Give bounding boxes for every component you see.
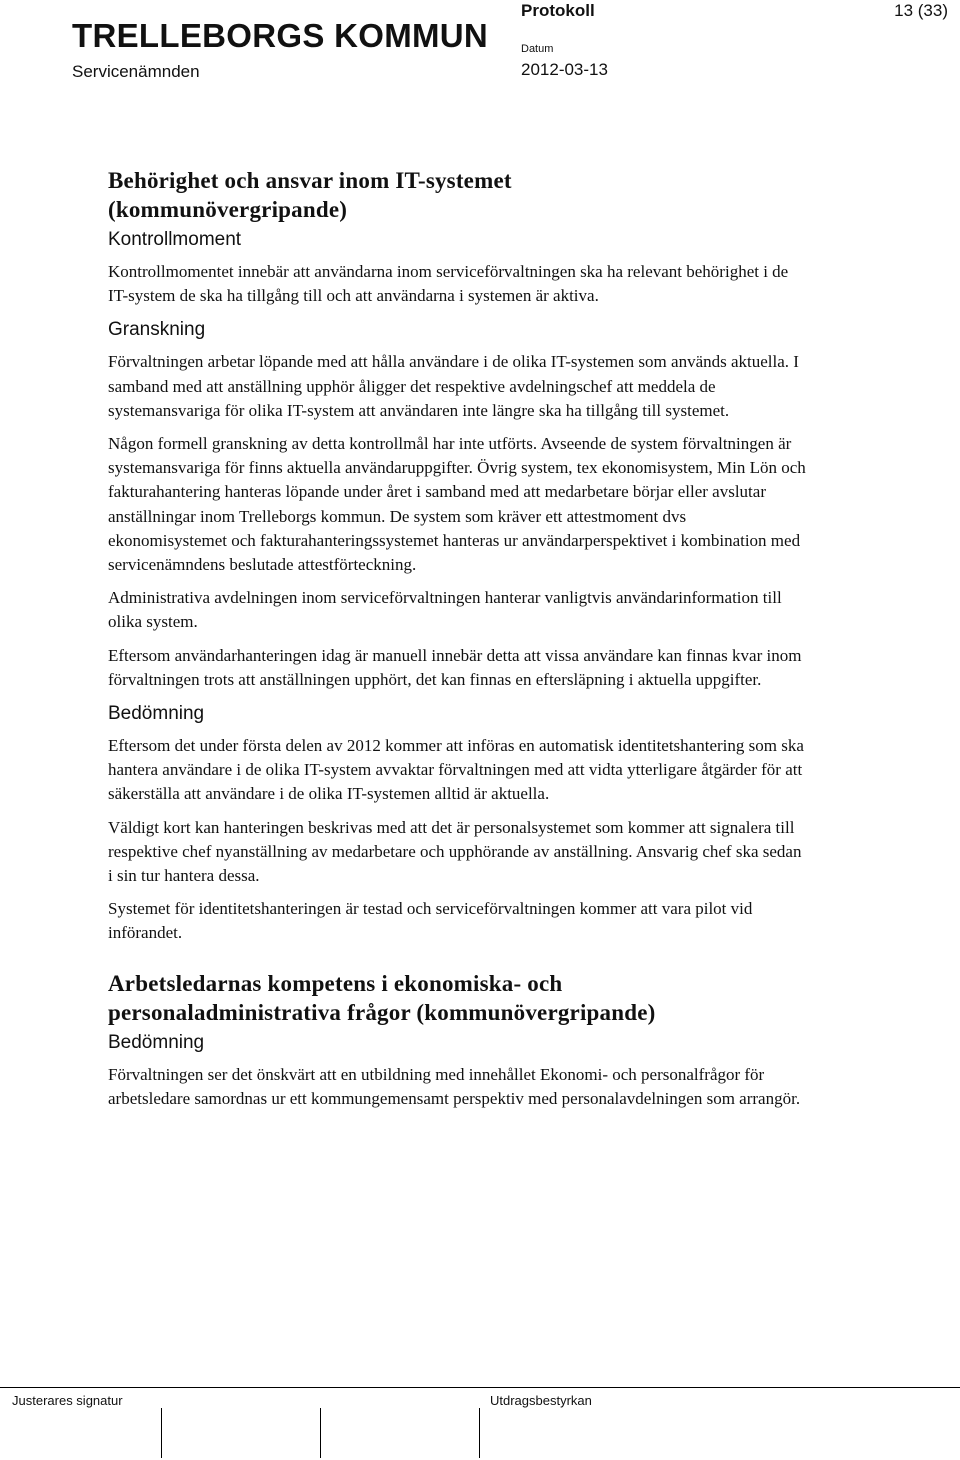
subheading-granskning: Granskning — [108, 319, 206, 341]
paragraph: Förvaltningen arbetar löpande med att hålla användare i de olika IT-systemen som används aktuella. I samband med att anställning upphör åligger det respektive avdelningschef att meddela de systemansvariga för olika IT-system att användaren inte längre ska ha tillgång till systemet. — [108, 352, 799, 420]
paragraph: Systemet för identitetshanteringen är testad och serviceförvaltningen kommer att vara pilot vid införandet. — [108, 899, 753, 943]
paragraph: Någon formell granskning av detta kontrollmål har inte utförts. Avseende de system förvaltningen är systemansvariga för finns aktuella användaruppgifter. Övrig system, tex ekonomisystem, Min Lön och fakturahantering hanteras löpande under året i samband med att medarbetare börjar eller avslutar anställningar inom Trelleborgs kommun. De system som kräver ett attestmoment dvs ekonomisystemet och fakturahanteringssystemet hanteras ur användarperspektivet i kombination med servicenämndens beslutade attestförteckning. — [108, 434, 806, 575]
page-number: 13 (33) — [894, 1, 948, 20]
document-date: 2012-03-13 — [521, 60, 608, 79]
paragraph: Administrativa avdelningen inom serviceförvaltningen hanterar vanligtvis användarinformation till olika system. — [108, 588, 782, 632]
section-heading-line1: Behörighet och ansvar inom IT-systemet — [108, 168, 512, 193]
paragraph: Eftersom det under första delen av 2012 kommer att införas en automatisk identitetshantering som ska hantera användare i de olika IT-system avvaktar förvaltningen med att vidta ytterligare åtgärder för att säkerställa att användare i de olika IT-systemen alltid är aktuella. — [108, 736, 804, 804]
paragraph: Eftersom användarhanteringen idag är manuell innebär detta att vissa användare kan finnas kvar inom förvaltningen trots att anställningen upphört, det kan finnas en eftersläpning i aktuella uppgifter. — [108, 645, 802, 689]
date-label: Datum — [521, 43, 554, 55]
organization-name: TRELLEBORGS KOMMUN — [72, 17, 489, 54]
subheading-kontrollmoment: Kontrollmoment — [108, 229, 242, 250]
extract-label: Utdragsbestyrkan — [490, 1393, 592, 1408]
signature-box-divider — [161, 1408, 162, 1458]
section-heading-line1: Arbetsledarnas kompetens i ekonomiska- och — [108, 970, 563, 996]
section-heading — [108, 166, 808, 224]
department-name: Servicenämnden — [72, 62, 200, 81]
section-heading-line2: personaladministrativa frågor (kommunövergripande) — [108, 999, 656, 1025]
paragraph: Kontrollmomentet innebär att användarna inom serviceförvaltningen ska ha relevant behörighet i de IT-system de ska ha tillgång till och att användarna i systemen är aktiva. — [108, 262, 789, 306]
paragraph: Förvaltningen ser det önskvärt att en utbildning med innehållet Ekonomi- och personalfrågor för arbetsledare samordnas ur ett kommungemensamt perspektiv med personalavdelningen som arrangör. — [108, 1064, 801, 1108]
signature-box-divider — [479, 1408, 480, 1458]
subheading-bedomning: Bedömning — [108, 703, 205, 725]
section-heading — [108, 969, 808, 1027]
document-type: Protokoll — [521, 1, 595, 20]
signature-label: Justerares signatur — [12, 1393, 123, 1408]
footer-divider — [0, 1387, 960, 1388]
subheading-bedomning: Bedömning — [108, 1031, 205, 1053]
document-body — [108, 166, 808, 1120]
paragraph: Väldigt kort kan hanteringen beskrivas med att det är personalsystemet som kommer att signalera till respektive chef nyanställning av medarbetare och upphörande av anställning. Ansvarig chef ska sedan i sin tur hantera dessa. — [108, 817, 802, 886]
signature-box-divider — [320, 1408, 321, 1458]
section-heading-line2: (kommunövergripande) — [108, 197, 348, 222]
